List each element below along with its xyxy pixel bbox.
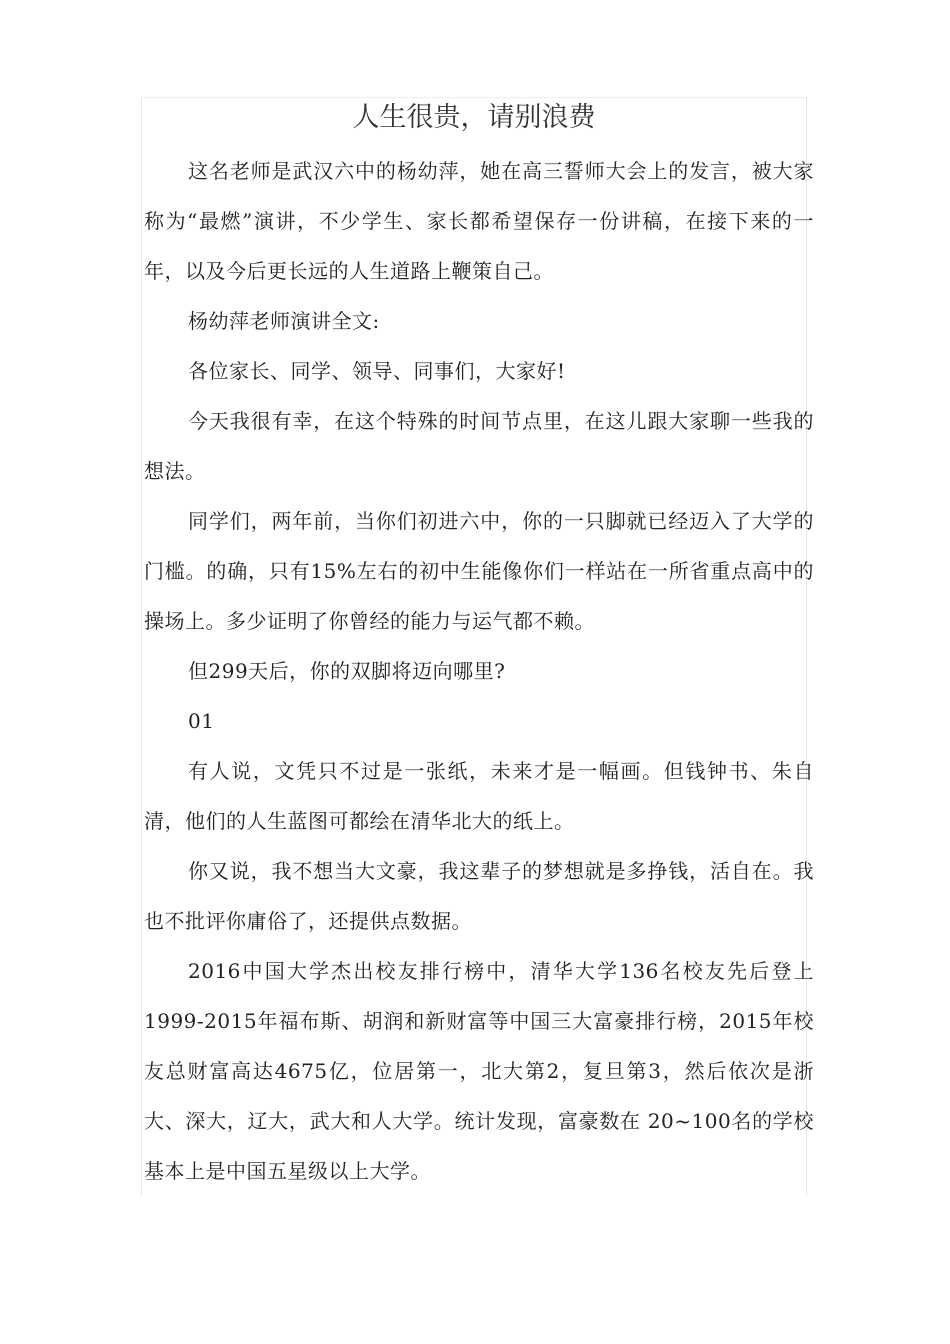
paragraph-speech-heading: 杨幼萍老师演讲全文: [188,309,380,333]
paragraph-intro: 这名老师是武汉六中的杨幼萍，她在高三誓师大会上的发言，被大家称为“最燃”演讲，不少学生、家长都希望保存一份讲稿，在接下来的一年，以及今后更长远的人生道路上鞭策自己。 [144,159,814,283]
paragraph-299-days: 但299天后，你的双脚将迈向哪里? [188,659,506,683]
paragraph-money-dream: 你又说，我不想当大文豪，我这辈子的梦想就是多挣钱，活自在。我也不批评你庸俗了，还提供点数据。 [144,859,814,933]
paragraph-two-years-ago: 同学们，两年前，当你们初进六中，你的一只脚就已经迈入了大学的门槛。的确，只有15%左右的初中生能像你们一样站在一所省重点高中的操场上。多少证明了你曾经的能力与运气都不赖。 [144,509,814,633]
document-body [144,146,814,1196]
document-title: 人生很贵，请别浪费 [352,102,596,133]
paragraph-greeting: 各位家长、同学、领导、同事们，大家好! [188,359,566,383]
paragraph-diploma: 有人说，文凭只不过是一张纸，未来才是一幅画。但钱钟书、朱自清，他们的人生蓝图可都绘在清华北大的纸上。 [144,759,814,833]
paragraph-opening: 今天我很有幸，在这个特殊的时间节点里，在这儿跟大家聊一些我的想法。 [144,409,814,483]
section-number: 01 [188,709,215,733]
paragraph-ranking: 2016中国大学杰出校友排行榜中，清华大学136名校友先后登上1999-2015年福布斯、胡润和新财富等中国三大富豪排行榜，2015年校友总财富高达4675亿，位居第一，北大第2，复旦第3，然后依次是浙大、深大，辽大，武大和人大学。统计发现，富豪数在 20~100名的学校基本上是中国五星级以上大学。 [144,959,814,1183]
